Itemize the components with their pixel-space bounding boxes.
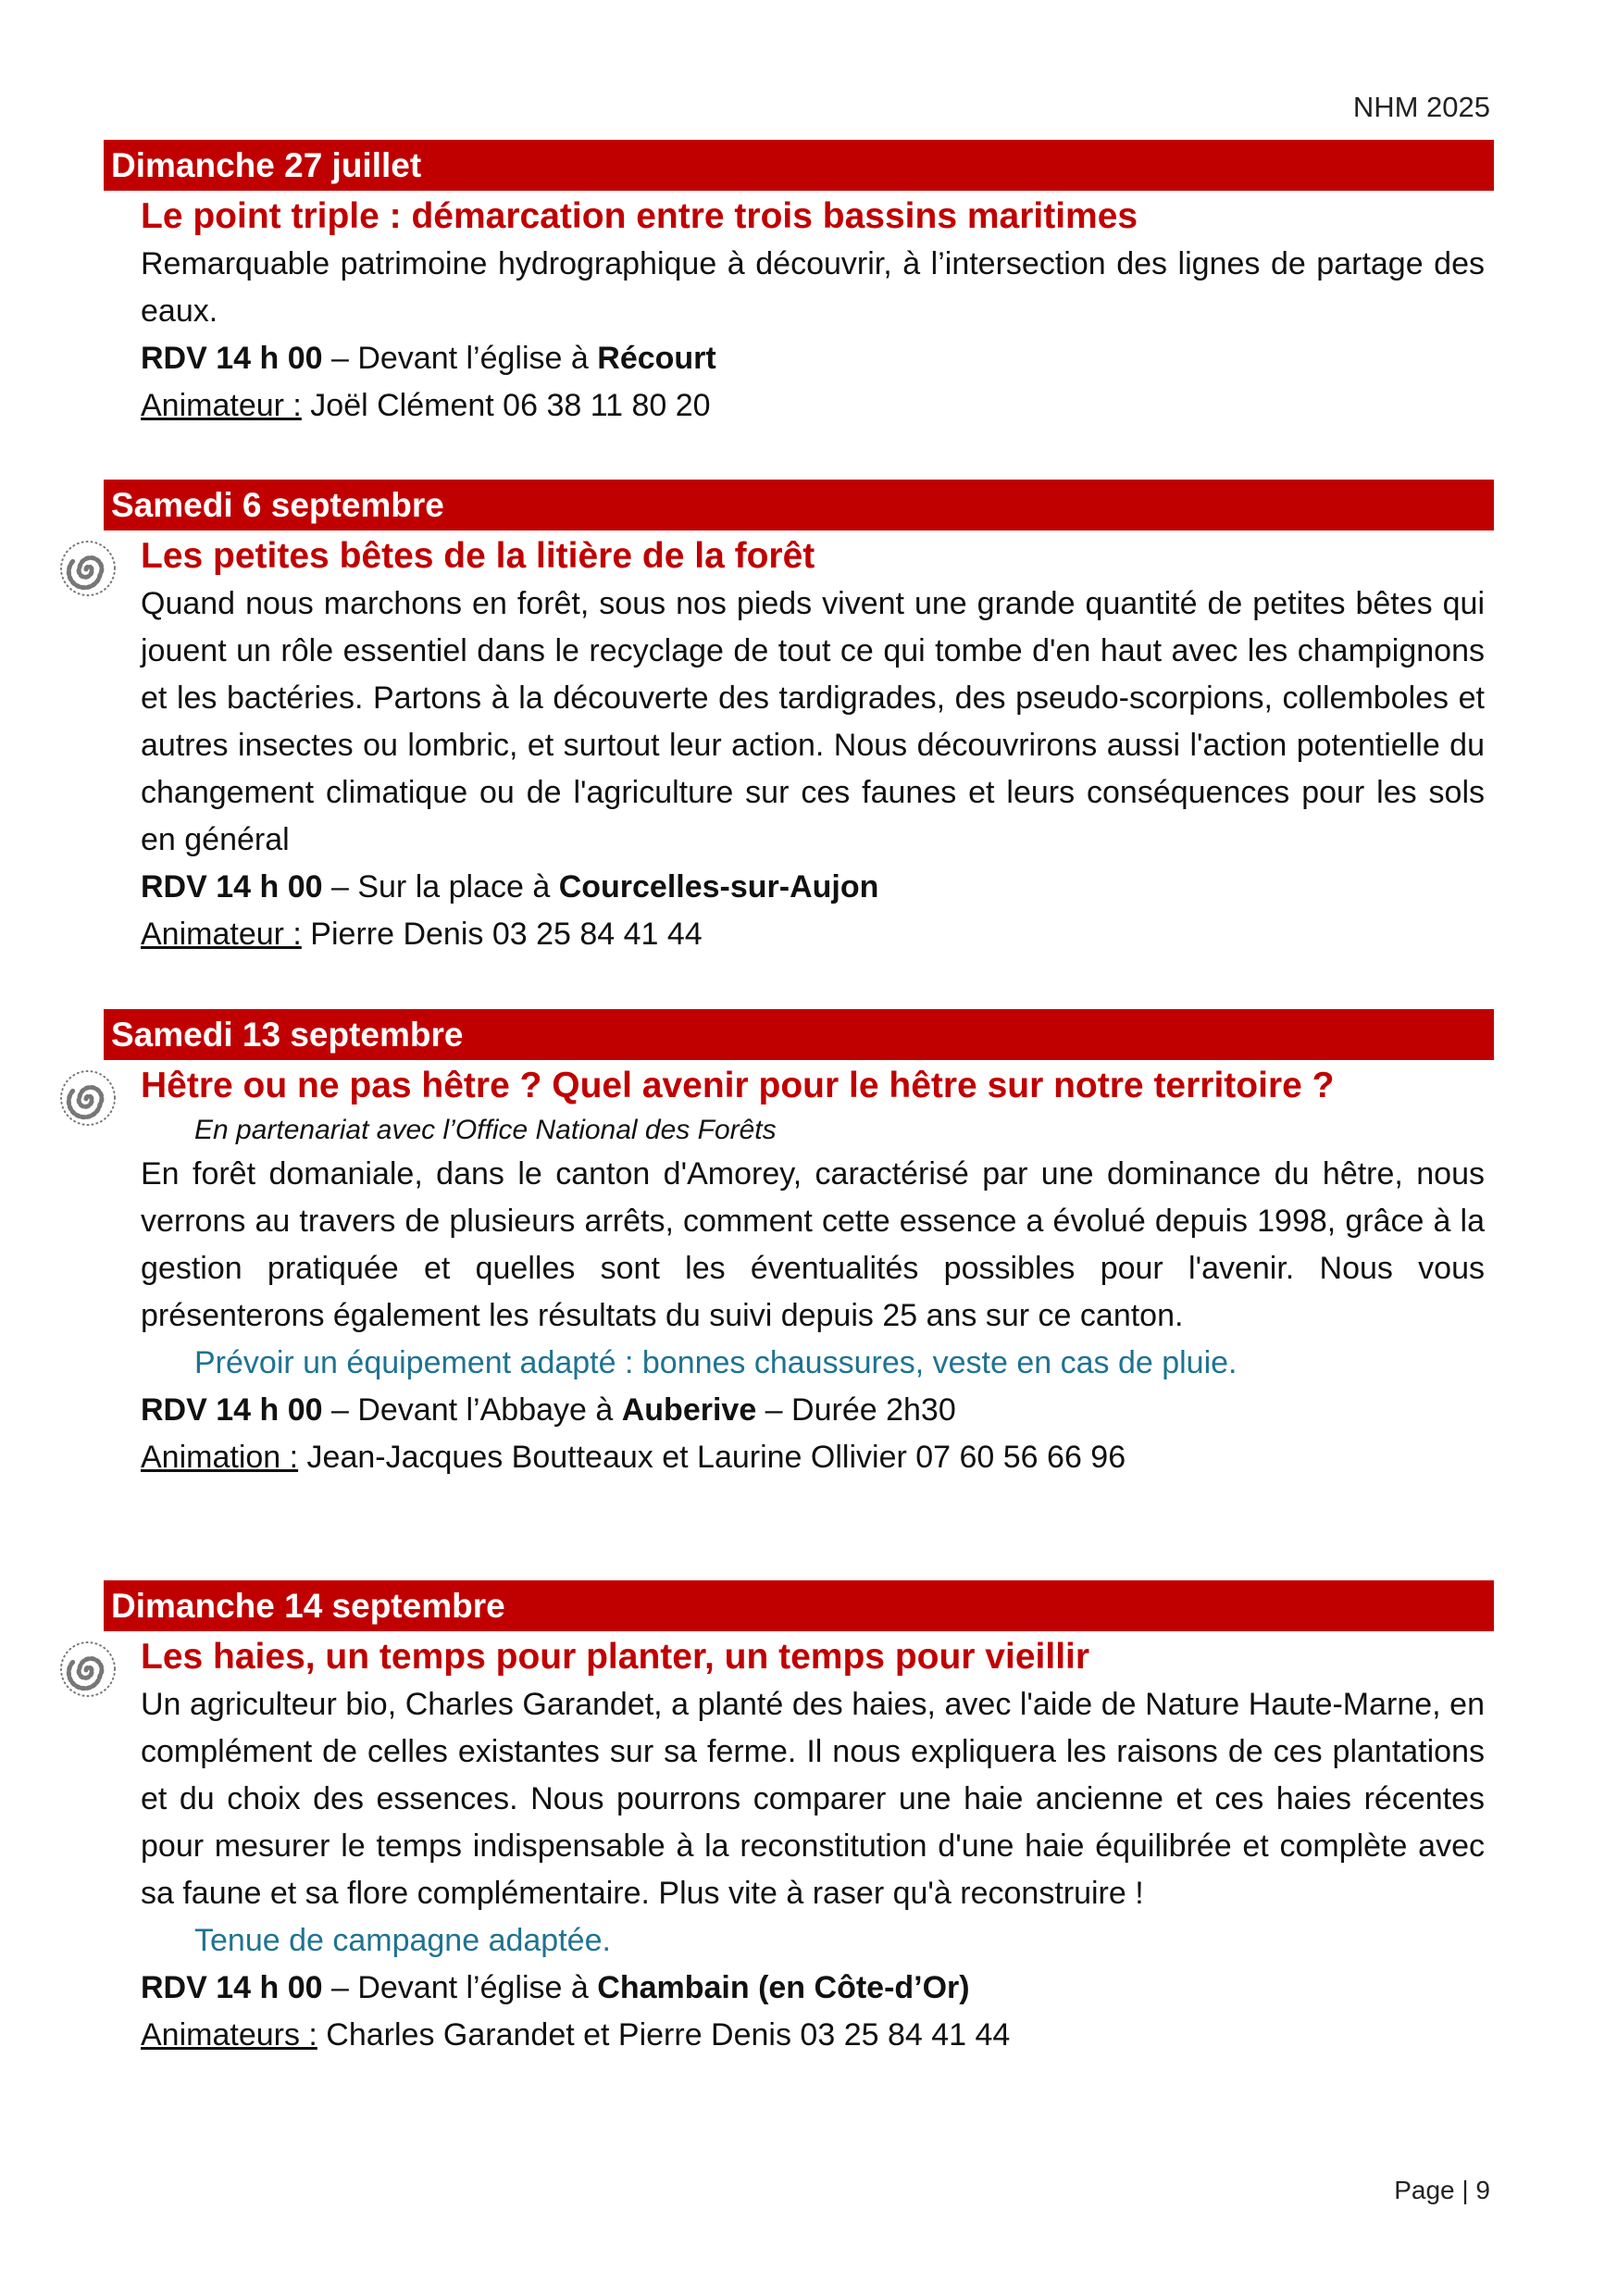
- event-animator: [141, 911, 1485, 958]
- animator-label: Animateur :: [141, 917, 302, 952]
- event-animator: [141, 382, 1485, 430]
- rdv-text: – Devant l’église à: [322, 1970, 598, 2005]
- spiral-icon: [56, 536, 120, 601]
- animator-label: Animateurs :: [141, 2017, 317, 2053]
- page-number: Page | 9: [1394, 2176, 1490, 2204]
- event-description: Un agriculteur bio, Charles Garandet, a planté des haies, avec l'aide de Nature Haute-Marne, en complément de celles existantes sur sa ferme. Il nous expliquera les raisons de ces plantations et du choix des essences. Nous pourrons comparer une haie ancienne et ces haies récentes pour mesurer le temps indispensable à la reconstitution d'une haie équilibrée et complète avec sa faune et sa flore complémentaire. Plus vite à raser qu'à reconstruire !: [141, 1687, 1485, 1911]
- event-title: Hêtre ou ne pas hêtre ? Quel avenir pour le hêtre sur notre territoire ?: [141, 1066, 1335, 1105]
- event-block: [104, 1580, 1494, 2059]
- event-date: Dimanche 14 septembre: [104, 1580, 1494, 1631]
- rdv-text: – Devant l’Abbaye à: [322, 1392, 622, 1428]
- animator-text: Joël Clément 06 38 11 80 20: [301, 388, 711, 423]
- rdv-text: – Devant l’église à: [322, 341, 598, 376]
- event-title: Le point triple : démarcation entre trois bassins maritimes: [141, 196, 1138, 236]
- rdv-label: RDV 14 h 00: [141, 869, 323, 905]
- rdv-place: Récourt: [597, 341, 716, 376]
- event-partner: En partenariat avec l’Office National des Forêts: [194, 1115, 777, 1145]
- rdv-place: Auberive: [621, 1392, 757, 1428]
- event-animator: [141, 1434, 1485, 1481]
- event-rdv: [141, 1965, 1485, 2012]
- animator-text: Pierre Denis 03 25 84 41 44: [301, 917, 703, 952]
- animator-label: Animateur :: [141, 388, 302, 423]
- rdv-label: RDV 14 h 00: [141, 1392, 323, 1428]
- event-description: Remarquable patrimoine hydrographique à découvrir, à l’intersection des lignes de partage des eaux.: [141, 246, 1485, 329]
- rdv-place: Chambain (en Côte-d’Or): [597, 1970, 970, 2005]
- animator-text: Jean-Jacques Boutteaux et Laurine Ollivier 07 60 56 66 96: [298, 1440, 1126, 1475]
- spiral-icon: [56, 1066, 120, 1130]
- event-title: Les petites bêtes de la litière de la forêt: [141, 536, 815, 576]
- animator-label: Animation :: [141, 1440, 299, 1475]
- rdv-label: RDV 14 h 00: [141, 341, 323, 376]
- event-note: Prévoir un équipement adapté : bonnes chaussures, veste en cas de pluie.: [194, 1345, 1238, 1380]
- event-note: Tenue de campagne adaptée.: [194, 1923, 611, 1958]
- rdv-text: – Sur la place à: [322, 869, 559, 905]
- event-rdv: [141, 1387, 1485, 1434]
- event-rdv: [141, 335, 1485, 382]
- spiral-icon: [56, 1637, 120, 1702]
- rdv-label: RDV 14 h 00: [141, 1970, 323, 2005]
- rdv-suffix: – Durée 2h30: [756, 1392, 956, 1428]
- event-date: Dimanche 27 juillet: [104, 140, 1494, 191]
- event-rdv: [141, 864, 1485, 911]
- rdv-place: Courcelles-sur-Aujon: [558, 869, 879, 905]
- animator-text: Charles Garandet et Pierre Denis 03 25 84 41 44: [317, 2017, 1011, 2053]
- event-animator: [141, 2012, 1485, 2059]
- event-description: En forêt domaniale, dans le canton d'Amorey, caractérisé par une dominance du hêtre, nous verrons au travers de plusieurs arrêts, comment cette essence a évolué depuis 1998, grâce à la gestion pratiquée et quelles sont les éventualités possibles pour l'avenir. Nous vous présenterons également les résultats du suivi depuis 25 ans sur ce canton.: [141, 1156, 1485, 1333]
- event-date: Samedi 13 septembre: [104, 1009, 1494, 1060]
- event-block: [104, 480, 1494, 958]
- document-header: NHM 2025: [1352, 91, 1490, 123]
- event-description: Quand nous marchons en forêt, sous nos pieds vivent une grande quantité de petites bêtes qui jouent un rôle essentiel dans le recyclage de tout ce qui tombe d'en haut avec les champignons et les bactéries. Partons à la découverte des tardigrades, des pseudo-scorpions, collemboles et autres insectes ou lombric, et surtout leur action. Nous découvrirons aussi l'action potentielle du changement climatique ou de l'agriculture sur ces faunes et leurs conséquences pour les sols en général: [141, 586, 1485, 857]
- event-block: [104, 1009, 1494, 1481]
- event-block: [104, 140, 1494, 430]
- event-title: Les haies, un temps pour planter, un temps pour vieillir: [141, 1637, 1090, 1677]
- event-date: Samedi 6 septembre: [104, 480, 1494, 530]
